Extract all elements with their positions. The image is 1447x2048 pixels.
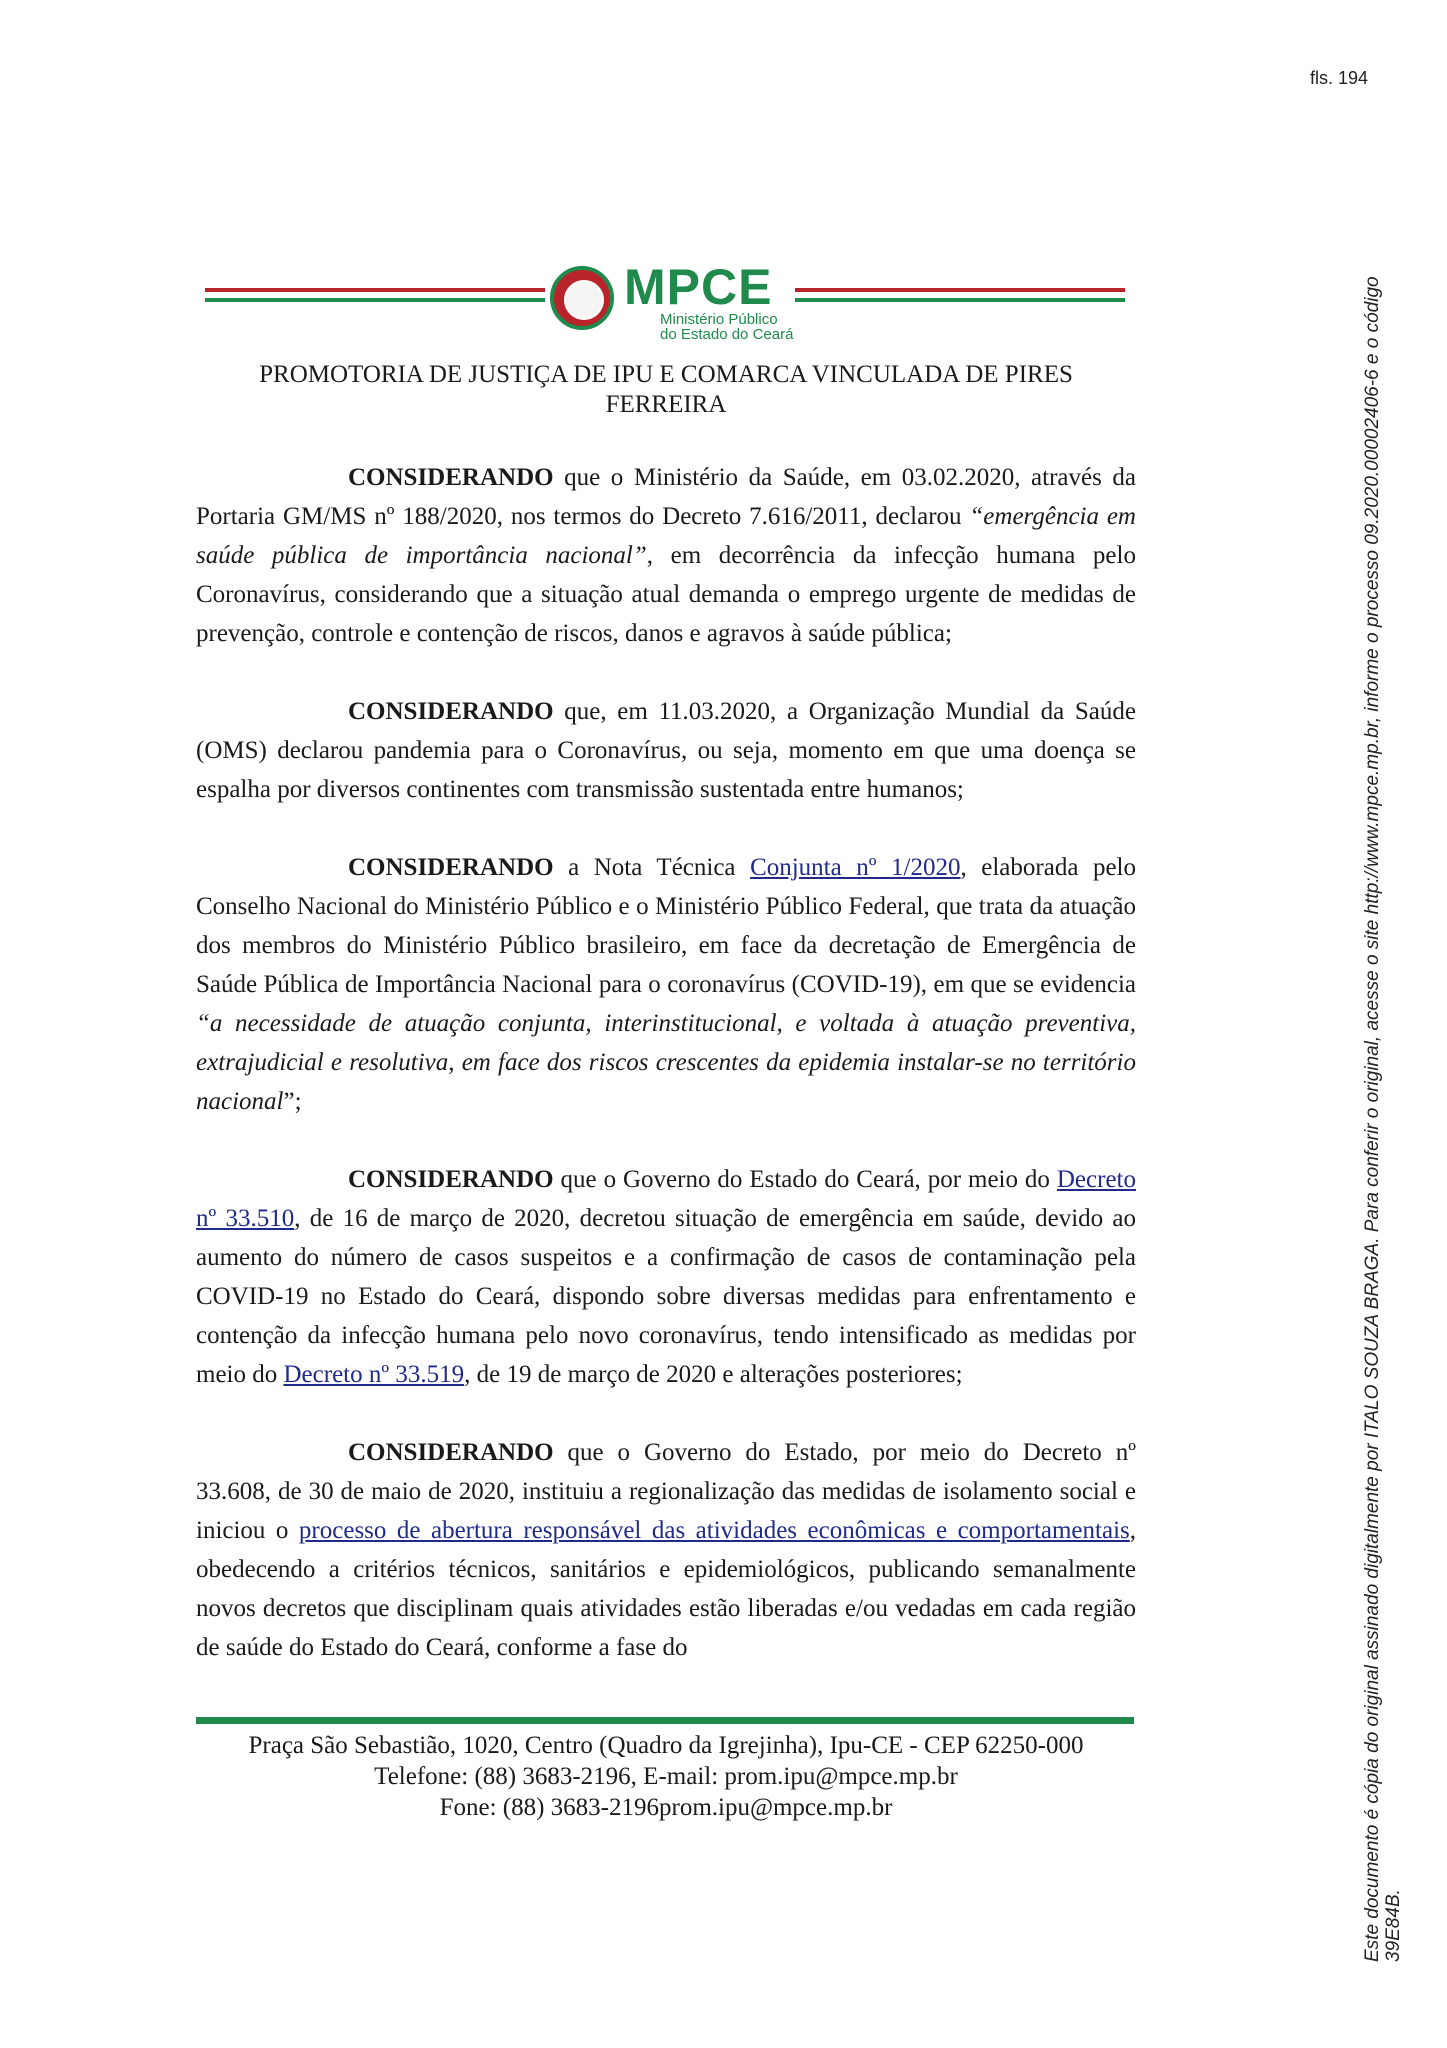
mpce-logo (550, 259, 794, 343)
document-body (196, 458, 1136, 1706)
link-processo-abertura[interactable]: processo de abertura responsável das atividades econômicas e comportamentais (298, 1517, 1130, 1544)
letterhead-stripes-left (205, 288, 545, 302)
link-decreto-33519[interactable]: Decreto nº 33.519 (283, 1361, 465, 1388)
link-decreto-33510[interactable]: Decreto nº 33.510 (196, 1166, 1136, 1232)
page-number: fls. 194 (1310, 68, 1369, 88)
paragraph-3: CONSIDERANDO a Nota Técnica Conjunta nº 1/2020, elaborada pelo Conselho Nacional do Ministério Público e o Ministério Público Federal, que trata da atuação dos membros do Ministério Público brasileiro, em face da decretação de Emergência de Saúde Pública de Importância Nacional para o coronavírus (COVID-19), em que se evidencia “a necessidade de atuação conjunta, interinstitucional, e voltada à atuação preventiva, extrajudicial e resolutiva, em face dos riscos crescentes da epidemia instalar-se no território nacional”; (196, 854, 1136, 1115)
footer-phone-email: Telefone: (88) 3683-2196, E-mail: prom.ipu@mpce.mp.br (374, 1763, 958, 1790)
paragraph-1: CONSIDERANDO que o Ministério da Saúde, em 03.02.2020, através da Portaria GM/MS nº 188/2020, nos termos do Decreto 7.616/2011, declarou “emergência em saúde pública de importância nacional”, em decorrência da infecção humana pelo Coronavírus, considerando que a situação atual demanda o emprego urgente de medidas de prevenção, controle e contenção de riscos, danos e agravos à saúde pública; (196, 464, 1136, 647)
paragraph-5: CONSIDERANDO que o Governo do Estado, por meio do Decreto nº 33.608, de 30 de maio de 2020, instituiu a regionalização das medidas de isolamento social e iniciou o processo de abertura responsável das atividades econômicas e comportamentais, obedecendo a critérios técnicos, sanitários e epidemiológicos, publicando semanalmente novos decretos que disciplinam quais atividades estão liberadas e/ou vedadas em cada região de saúde do Estado do Ceará, conforme a fase do (196, 1439, 1136, 1661)
office-title: PROMOTORIA DE JUSTIÇA DE IPU E COMARCA VINCULADA DE PIRES FERREIRA (259, 361, 1073, 418)
digital-signature-note: Este documento é cópia do original assinado digitalmente por ITALO SOUZA BRAGA. Para conferir o original, acesse o site http://www.mpce.mp.br, informe o processo 09.2020.00002406-6 e o código 39E84B. (1362, 276, 1404, 1962)
footer-address (196, 1730, 1136, 1823)
paragraph-4: CONSIDERANDO que o Governo do Estado do Ceará, por meio do Decreto nº 33.510, de 16 de março de 2020, decretou situação de emergência em saúde, devido ao aumento do número de casos suspeitos e a confirmação de casos de contaminação pela COVID-19 no Estado do Ceará, dispondo sobre diversas medidas para enfrentamento e contenção da infecção humana pelo novo coronavírus, tendo intensificado as medidas por meio do Decreto nº 33.519, de 19 de março de 2020 e alterações posteriores; (196, 1166, 1136, 1388)
mpce-seal-icon (550, 266, 614, 330)
logo-brand: MPCE (624, 259, 773, 315)
footer-divider (196, 1717, 1134, 1724)
link-nota-tecnica[interactable]: Conjunta nº 1/2020 (750, 854, 961, 881)
paragraph-2: CONSIDERANDO que, em 11.03.2020, a Organização Mundial da Saúde (OMS) declarou pandemia para o Coronavírus, ou seja, momento em que uma doença se espalha por diversos continentes com transmissão sustentada entre humanos; (196, 698, 1136, 803)
letterhead-stripes-right (795, 288, 1125, 302)
letterhead (205, 259, 1125, 343)
footer-phone-email-2: Fone: (88) 3683-2196prom.ipu@mpce.mp.br (439, 1794, 893, 1821)
logo-subtitle: Ministério Público do Estado do Ceará (660, 311, 794, 343)
footer-address-line: Praça São Sebastião, 1020, Centro (Quadro da Igrejinha), Ipu-CE - CEP 62250-000 (248, 1732, 1084, 1759)
